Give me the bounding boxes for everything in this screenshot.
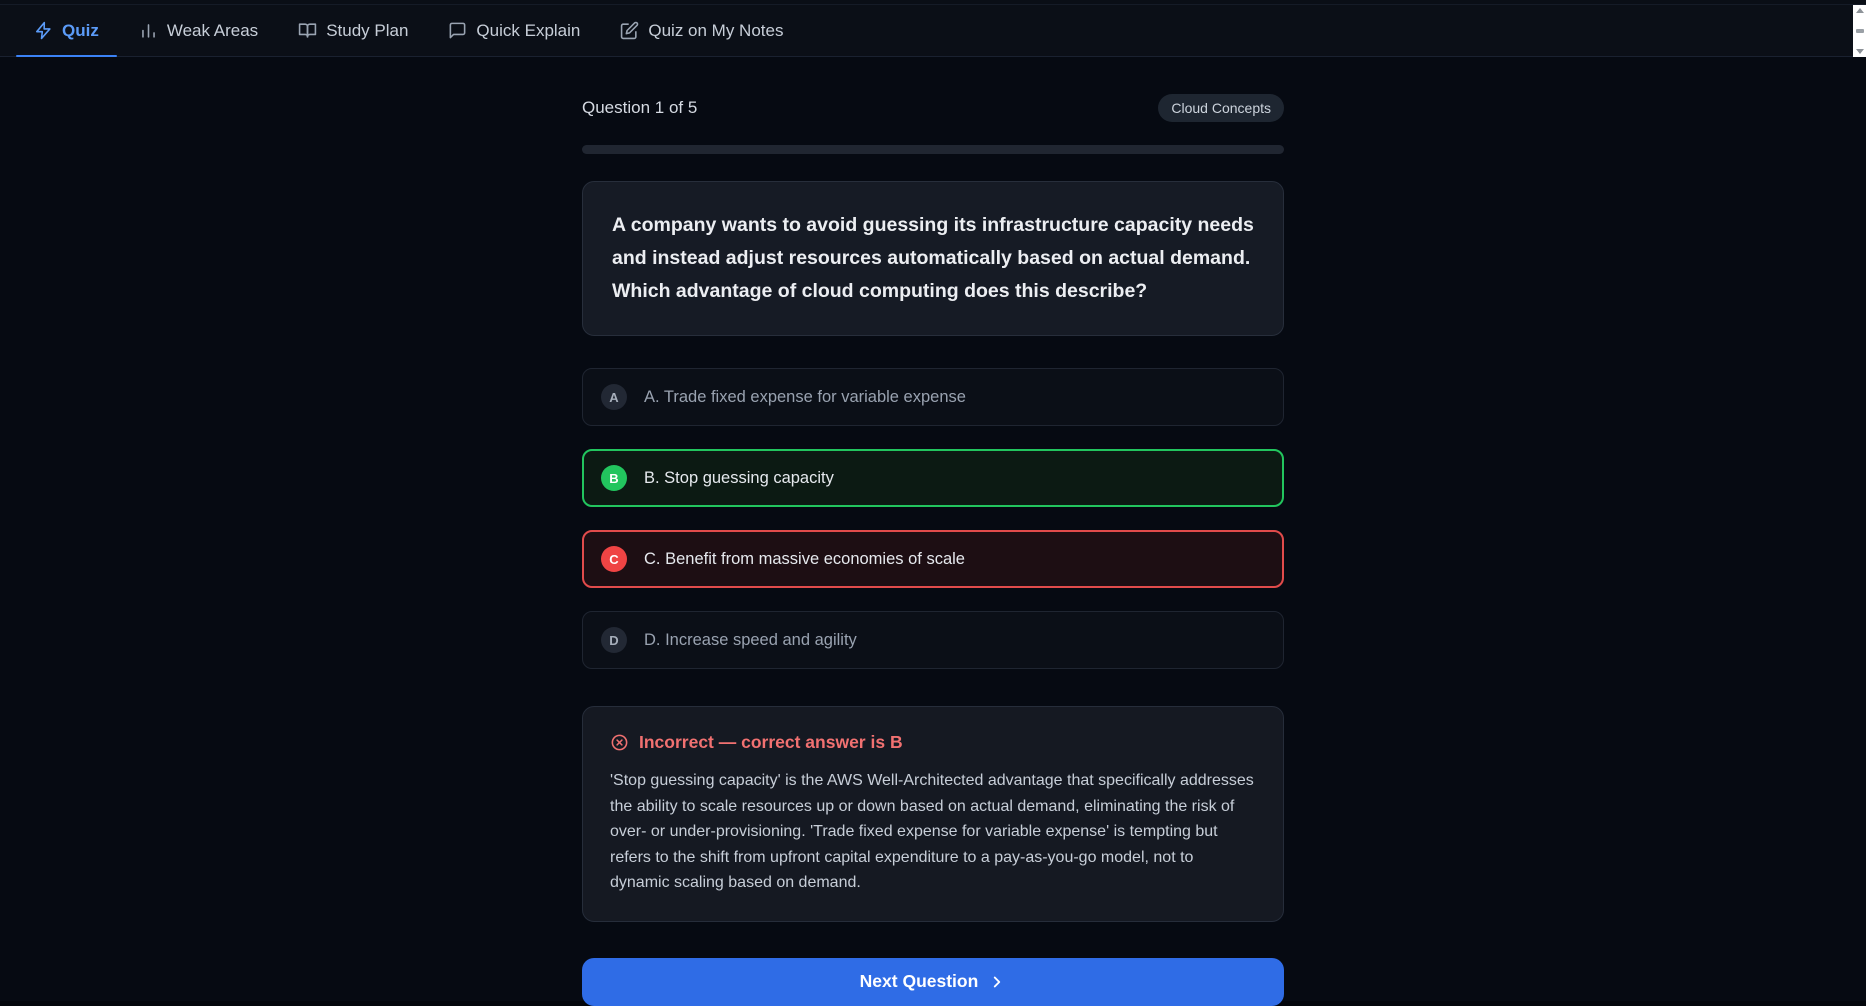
speech-bubble-icon	[448, 21, 467, 40]
bar-chart-icon	[139, 21, 158, 40]
feedback-title: Incorrect — correct answer is B	[639, 732, 903, 752]
scroll-up-icon[interactable]	[1856, 8, 1864, 13]
feedback-card	[582, 706, 1284, 922]
option-b-correct[interactable]	[582, 449, 1284, 507]
option-text: A. Trade fixed expense for variable expense	[644, 387, 966, 406]
feedback-explanation: 'Stop guessing capacity' is the AWS Well-Architected advantage that specifically addresses the ability to scale resources up or down based on actual demand, eliminating the risk of over- or under-provisioning. 'Trade fixed expense for variable expense' is tempting but refers to the shift from upfront capital expenditure to a pay-as-you-go model, not to dynamic scaling based on demand.	[610, 772, 1254, 891]
lightning-icon	[34, 21, 53, 40]
question-header	[582, 94, 1284, 122]
option-letter-badge: D	[601, 627, 627, 653]
next-question-label: Next Question	[859, 971, 979, 991]
tab-quick-explain[interactable]	[428, 5, 600, 56]
quiz-panel	[582, 57, 1284, 1006]
option-c-incorrect-selected[interactable]	[582, 530, 1284, 588]
tab-label: Quiz on My Notes	[648, 20, 784, 40]
open-book-icon	[298, 21, 317, 40]
tab-bar	[0, 5, 1866, 57]
question-card	[582, 181, 1284, 336]
option-text: D. Increase speed and agility	[644, 630, 857, 649]
vertical-scrollbar[interactable]	[1853, 5, 1866, 57]
tab-label: Weak Areas	[166, 20, 259, 40]
chevron-right-icon	[988, 973, 1006, 991]
next-question-button[interactable]	[582, 958, 1284, 1006]
topic-badge: Cloud Concepts	[1158, 94, 1284, 122]
answer-options	[582, 368, 1284, 669]
option-letter-badge: C	[601, 546, 627, 572]
option-text: B. Stop guessing capacity	[644, 468, 834, 487]
scroll-down-icon[interactable]	[1856, 49, 1864, 54]
circle-x-icon	[610, 733, 629, 752]
tab-weak-areas[interactable]	[119, 5, 278, 56]
progress-bar	[582, 145, 1284, 154]
option-letter-badge: B	[601, 465, 627, 491]
option-text: C. Benefit from massive economies of scale	[644, 549, 965, 568]
feedback-header	[610, 732, 1256, 753]
option-letter-badge: A	[601, 384, 627, 410]
tab-study-plan[interactable]	[278, 5, 428, 56]
option-d[interactable]	[582, 611, 1284, 669]
question-text: A company wants to avoid guessing its infrastructure capacity needs and instead adjust resources automatically based on actual demand. Which advantage of cloud computing does this describe?	[612, 214, 1254, 302]
tab-quiz[interactable]	[14, 5, 119, 56]
tab-label: Study Plan	[326, 20, 409, 40]
tab-quiz-on-my-notes[interactable]	[600, 5, 803, 56]
question-counter: Question 1 of 5	[582, 98, 698, 117]
tab-label: Quiz	[62, 20, 99, 40]
scrollbar-thumb[interactable]	[1856, 29, 1864, 33]
tab-label: Quick Explain	[476, 20, 581, 40]
option-a[interactable]	[582, 368, 1284, 426]
note-pen-icon	[620, 21, 639, 40]
